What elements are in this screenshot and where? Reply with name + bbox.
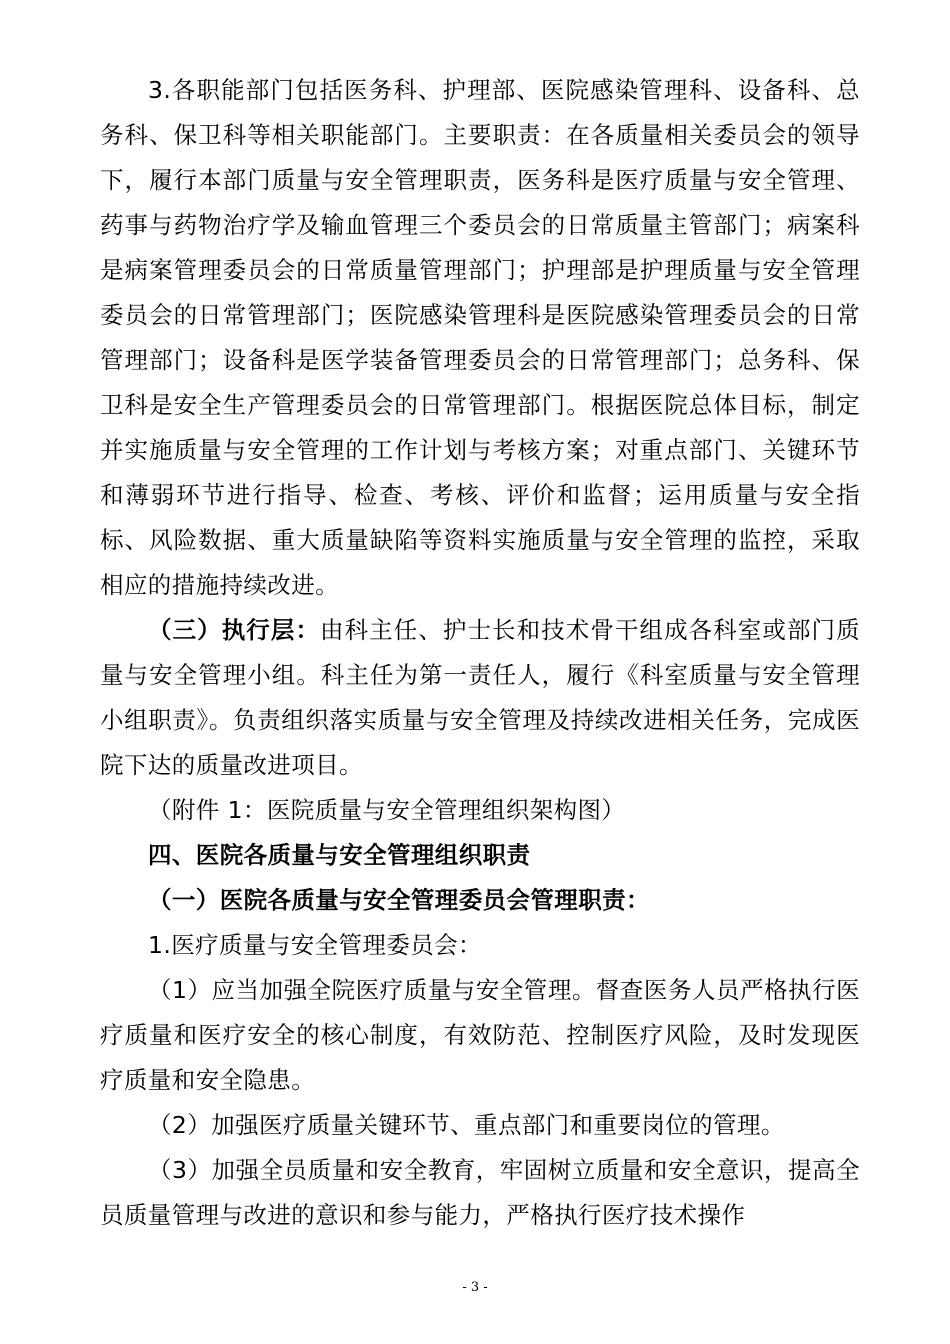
item-heading-medical-quality-committee: 1.医疗质量与安全管理委员会： (148, 931, 482, 959)
page-number: - 3 - (462, 1280, 488, 1295)
section-heading-4: 四、医院各质量与安全管理组织职责 (148, 841, 531, 869)
paragraph-functional-departments: 3.各职能部门包括医务科、护理部、医院感染管理科、设备科、总务科、保卫科等相关职能部门。主要职责：在各质量相关委员会的领导下，履行本部门质量与安全管理职责，医务科是医疗质量与安全管理、药事与药物治疗学及输血管理三个委员会的日常质量主管部门；病案科是病案管理委员会的日常质量管理部门；护理部是护理质量与安全管理委员会的日常管理部门；医院感染管理科是医院感染管理委员会的日常管理部门；设备科是医学装备管理委员会的日常管理部门；总务科、保卫科是安全生产管理委员会的日常管理部门。根据医院总体目标，制定并实施质量与安全管理的工作计划与考核方案；对重点部门、关键环节和薄弱环节进行指导、检查、考核、评价和监督；运用质量与安全指标、风险数据、重大质量缺陷等资料实施质量与安全管理的监控，采取相应的措施持续改进。 (100, 76, 860, 599)
execution-layer-lead: （三）执行层： (148, 616, 321, 644)
paragraph-attachment-note: （附件 1：医院质量与安全管理组织架构图） (148, 796, 626, 824)
paragraph-item-1: （1）应当加强全院医疗质量与安全管理。督查医务人员严格执行医疗质量和医疗安全的核心制度，有效防范、控制医疗风险，及时发现医疗质量和安全隐患。 (100, 976, 860, 1094)
paragraph-execution-layer (100, 608, 860, 788)
paragraph-item-3: （3）加强全员质量和安全教育，牢固树立质量和安全意识，提高全员质量管理与改进的意识和参与能力，严格执行医疗技术操作 (100, 1156, 860, 1229)
subsection-heading-1: （一）医院各质量与安全管理委员会管理职责： (148, 886, 650, 914)
paragraph-item-2: （2）加强医疗质量关键环节、重点部门和重要岗位的管理。 (148, 1111, 785, 1139)
execution-layer-body: 由科主任、护士长和技术骨干组成各科室或部门质量与安全管理小组。科主任为第一责任人，履行《科室质量与安全管理小组职责》。负责组织落实质量与安全管理及持续改进相关任务，完成医院下达的质量改进项目。 (100, 616, 860, 779)
document-page (100, 68, 860, 1238)
